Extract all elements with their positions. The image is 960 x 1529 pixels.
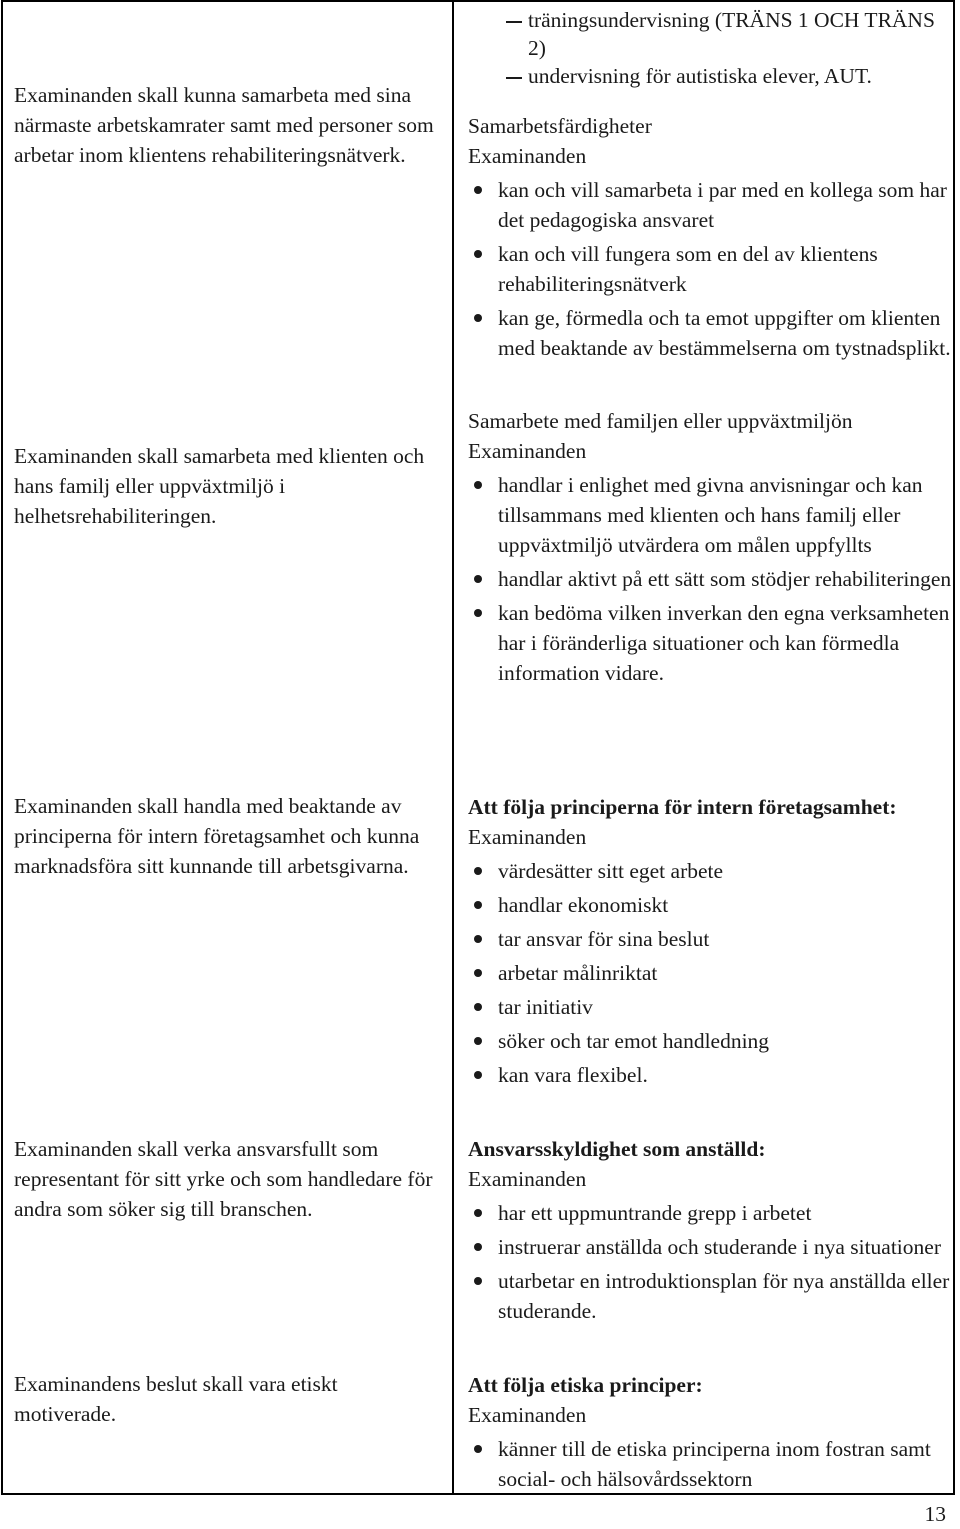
left-paragraph-3: Examinanden skall handla med beaktande av principerna för intern företagsamhet och kunna marknadsföra sitt kunnande till arbetsgivarna. [14,794,420,878]
section-heading: Ansvarsskyldighet som anställd: [468,1137,766,1161]
dash-item: undervisning för autistiska elever, AUT. [468,62,954,90]
section-heading: Att följa principerna för intern företagsamhet: [468,795,897,819]
section-familj [468,406,954,692]
section-heading: Samarbetsfärdigheter [468,114,652,138]
section-heading: Att följa etiska principer: [468,1373,703,1397]
left-paragraph-4: Examinanden skall verka ansvarsfullt som representant för sitt yrke och som handledare för andra som söker sig till branschen. [14,1137,433,1221]
bullet-item: kan och vill fungera som en del av klientens rehabiliteringsnätverk [468,239,954,299]
bullet-item: tar initiativ [468,992,954,1022]
bullet-item: handlar i enlighet med givna anvisningar och kan tillsammans med klienten och hans familj eller uppväxtmiljö utvärdera om målen uppfyllts [468,470,954,560]
column-divider [452,0,454,1495]
section-subject: Examinanden [468,1403,587,1427]
bullet-item: kan ge, förmedla och ta emot uppgifter om klienten med beaktande av bestämmelserna om tystnadsplikt. [468,303,954,363]
bullet-list [468,856,954,1090]
dash-item: träningsundervisning (TRÄNS 1 OCH TRÄNS 2) [468,6,954,62]
left-paragraph-5: Examinandens beslut skall vara etiskt motiverade. [14,1372,338,1426]
bullet-item: handlar aktivt på ett sätt som stödjer rehabiliteringen [468,564,954,594]
bullet-list [468,175,954,363]
page-number: 13 [924,1502,946,1526]
dash-list-block [468,6,954,90]
dash-list [468,6,954,90]
section-subject: Examinanden [468,439,587,463]
bullet-list [468,470,954,688]
bullet-item: söker och tar emot handledning [468,1026,954,1056]
bullet-item: arbetar målinriktat [468,958,954,988]
bullet-item: instruerar anställda och studerande i nya situationer [468,1232,954,1262]
section-samarbetsfardigheter [468,111,954,367]
section-foretagsamhet [468,792,954,1094]
bullet-item: värdesätter sitt eget arbete [468,856,954,886]
left-paragraph-1: Examinanden skall kunna samarbeta med sina närmaste arbetskamrater samt med personer som arbetar inom klientens rehabiliteringsnätverk. [14,83,434,167]
bullet-item: handlar ekonomiskt [468,890,954,920]
bullet-item: känner till de etiska principerna inom fostran samt social- och hälsovårdssektorn [468,1434,954,1494]
bullet-item: utarbetar en introduktionsplan för nya anställda eller studerande. [468,1266,954,1326]
bullet-item: tar ansvar för sina beslut [468,924,954,954]
section-ansvar [468,1134,954,1330]
bullet-item: har ett uppmuntrande grepp i arbetet [468,1198,954,1228]
bullet-list [468,1198,954,1326]
bullet-list [468,1434,954,1494]
section-subject: Examinanden [468,144,587,168]
section-subject: Examinanden [468,825,587,849]
bullet-item: kan vara flexibel. [468,1060,954,1090]
bullet-item: kan bedöma vilken inverkan den egna verksamheten har i föränderliga situationer och kan förmedla information vidare. [468,598,954,688]
left-paragraph-2: Examinanden skall samarbeta med klienten och hans familj eller uppväxtmiljö i helhetsrehabiliteringen. [14,444,425,528]
bullet-item: kan och vill samarbeta i par med en kollega som har det pedagogiska ansvaret [468,175,954,235]
section-heading: Samarbete med familjen eller uppväxtmiljön [468,409,853,433]
section-etik [468,1370,954,1498]
section-subject: Examinanden [468,1167,587,1191]
